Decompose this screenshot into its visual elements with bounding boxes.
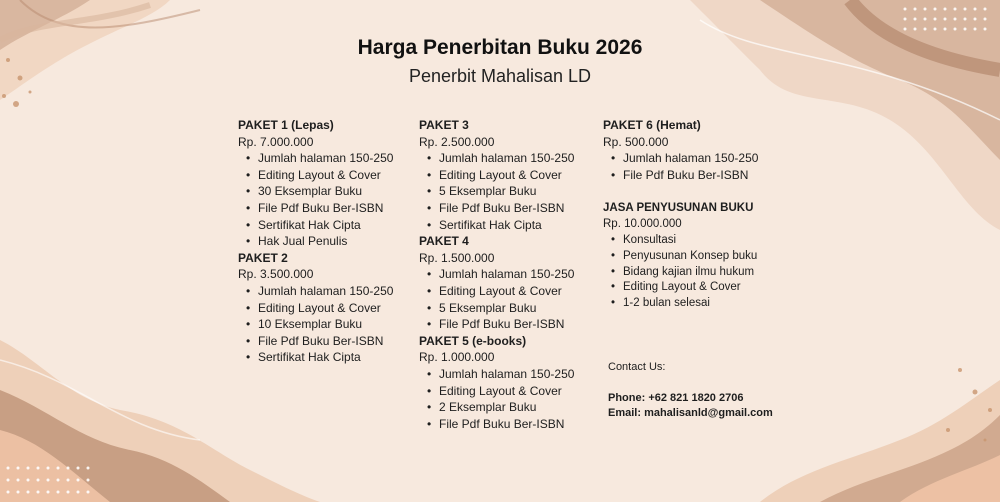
feature-item: • File Pdf Buku Ber-ISBN (439, 316, 574, 333)
feature-item: • File Pdf Buku Ber-ISBN (439, 200, 574, 217)
package-name: PAKET 3 (419, 118, 469, 132)
feature-item: • Editing Layout & Cover (623, 280, 758, 296)
feature-item: • 5 Eksemplar Buku (439, 300, 574, 317)
package-price: Rp. 10.000.000 (603, 218, 682, 231)
feature-item: • Jumlah halaman 150-250 (623, 150, 758, 167)
package-block (238, 117, 393, 250)
feature-item: • Jumlah halaman 150-250 (439, 150, 574, 167)
feature-item: • Sertifikat Hak Cipta (258, 217, 393, 234)
feature-item: • 2 Eksemplar Buku (439, 399, 574, 416)
package-price: Rp. 2.500.000 (419, 134, 495, 149)
feature-item: • File Pdf Buku Ber-ISBN (258, 333, 393, 350)
feature-item: • Jumlah halaman 150-250 (439, 266, 574, 283)
feature-item: • Jumlah halaman 150-250 (258, 150, 393, 167)
feature-list (238, 283, 393, 366)
feature-list (603, 233, 758, 312)
feature-item: • File Pdf Buku Ber-ISBN (258, 200, 393, 217)
price-column-1 (238, 117, 393, 366)
spacer (608, 376, 773, 391)
feature-list (419, 366, 574, 432)
feature-item: • Konsultasi (623, 233, 758, 249)
package-name: PAKET 2 (238, 250, 288, 265)
package-name: PAKET 1 (Lepas) (238, 118, 334, 132)
feature-item: • Editing Layout & Cover (258, 167, 393, 184)
package-name: PAKET 5 (e-books) (419, 333, 527, 348)
contact-block (608, 360, 773, 422)
feature-item: • File Pdf Buku Ber-ISBN (623, 167, 758, 184)
feature-list (238, 150, 393, 250)
feature-item: • Editing Layout & Cover (439, 383, 574, 400)
package-block (603, 117, 758, 183)
feature-item: • Editing Layout & Cover (258, 300, 393, 317)
contact-email: Email: mahalisanld@gmail.com (608, 407, 773, 419)
package-price: Rp. 1.000.000 (419, 350, 495, 365)
feature-item: • 5 Eksemplar Buku (439, 183, 574, 200)
package-name: PAKET 6 (Hemat) (603, 118, 701, 132)
feature-item: • 1-2 bulan selesai (623, 296, 758, 312)
package-block (419, 117, 574, 233)
package-block (603, 201, 758, 312)
contact-phone: Phone: +62 821 1820 2706 (608, 391, 744, 404)
package-price: Rp. 500.000 (603, 134, 669, 149)
feature-list (419, 266, 574, 332)
feature-item: • Jumlah halaman 150-250 (439, 366, 574, 383)
feature-list (419, 150, 574, 233)
feature-item: • Sertifikat Hak Cipta (439, 217, 574, 234)
price-column-3 (603, 117, 758, 312)
feature-item: • 30 Eksemplar Buku (258, 183, 393, 200)
feature-item: • Sertifikat Hak Cipta (258, 349, 393, 366)
contact-heading: Contact Us: (608, 361, 666, 373)
feature-item: • File Pdf Buku Ber-ISBN (439, 416, 574, 433)
package-name: PAKET 4 (419, 234, 469, 249)
feature-item: • Editing Layout & Cover (439, 167, 574, 184)
package-price: Rp. 3.500.000 (238, 267, 314, 282)
price-column-2 (419, 117, 574, 432)
package-name: JASA PENYUSUNAN BUKU (603, 202, 754, 215)
feature-item: • Editing Layout & Cover (439, 283, 574, 300)
feature-item: • Bidang kajian ilmu hukum (623, 265, 758, 281)
feature-list (603, 150, 758, 183)
spacer (603, 183, 758, 201)
package-block (238, 250, 393, 366)
page-subtitle: Penerbit Mahalisan LD (408, 66, 592, 86)
package-block (419, 233, 574, 333)
page-title: Harga Penerbitan Buku 2026 (357, 36, 643, 59)
package-price: Rp. 7.000.000 (238, 134, 314, 149)
feature-item: • Jumlah halaman 150-250 (258, 283, 393, 300)
feature-item: • 10 Eksemplar Buku (258, 316, 393, 333)
feature-item: • Penyusunan Konsep buku (623, 249, 758, 265)
package-block (419, 333, 574, 433)
package-price: Rp. 1.500.000 (419, 250, 495, 265)
feature-item: • Hak Jual Penulis (258, 233, 393, 250)
